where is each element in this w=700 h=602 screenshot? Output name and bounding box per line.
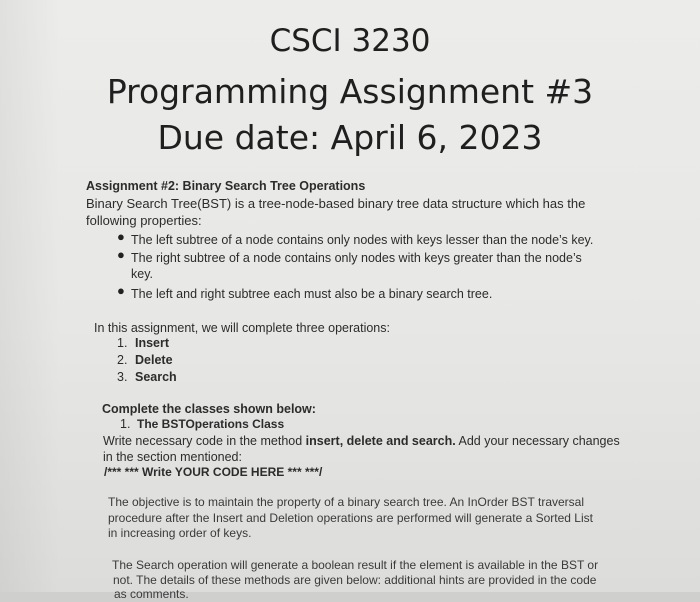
op-search: Search <box>135 370 177 384</box>
write-instruction-line-2: in the section mentioned: <box>103 450 242 464</box>
code-marker: /*** *** Write YOUR CODE HERE *** ***/ <box>104 465 323 479</box>
assignment-title: Programming Assignment #3 <box>106 72 594 111</box>
classes-heading: Complete the classes shown below: <box>102 402 316 416</box>
write-prefix: Write necessary code in the method <box>103 434 306 448</box>
bullet-dot: ● <box>117 283 125 298</box>
class-number: 1. <box>120 417 131 431</box>
op-number-1: 1. <box>117 336 128 350</box>
section-heading: Assignment #2: Binary Search Tree Operations <box>86 179 366 193</box>
op-delete: Delete <box>135 353 173 367</box>
op-number-2: 2. <box>117 353 128 367</box>
op-insert: Insert <box>135 336 170 350</box>
bullet-item-2-cont: key. <box>131 267 153 281</box>
objective-line-2: procedure after the Insert and Deletion operations are performed will generate a Sorted List <box>108 511 593 525</box>
objective-line-3: in increasing order of keys. <box>108 526 252 540</box>
op-number-3: 3. <box>117 370 128 384</box>
bullet-item-3: The left and right subtree each must also be a binary search tree. <box>131 287 493 301</box>
course-title: CSCI 3230 <box>269 23 431 59</box>
bullet-dot: ● <box>117 229 125 244</box>
bullet-item-2: The right subtree of a node contains only nodes with keys greater than the node’s <box>131 251 582 265</box>
search-line-3: as comments. <box>114 587 189 601</box>
due-date: Due date: April 6, 2023 <box>157 118 543 157</box>
operations-intro: In this assignment, we will complete three operations: <box>94 321 390 335</box>
class-name: The BSTOperations Class <box>137 417 285 431</box>
write-suffix: Add your necessary changes <box>455 434 620 448</box>
intro-line-2: following properties: <box>86 213 202 228</box>
search-line-2: not. The details of these methods are given below: additional hints are provided in the code <box>113 573 597 587</box>
bullet-item-1: The left subtree of a node contains only nodes with keys lesser than the node’s key. <box>131 233 594 247</box>
write-instruction <box>103 433 620 449</box>
objective-line-1: The objective is to maintain the property of a binary search tree. An InOrder BST traversal <box>108 495 585 509</box>
search-line-1: The Search operation will generate a boolean result if the element is available in the BST or <box>112 558 599 572</box>
intro-line-1: Binary Search Tree(BST) is a tree-node-based binary tree data structure which has the <box>86 196 586 211</box>
bullet-dot: ● <box>117 247 125 262</box>
write-methods: insert, delete and search. <box>305 434 456 448</box>
